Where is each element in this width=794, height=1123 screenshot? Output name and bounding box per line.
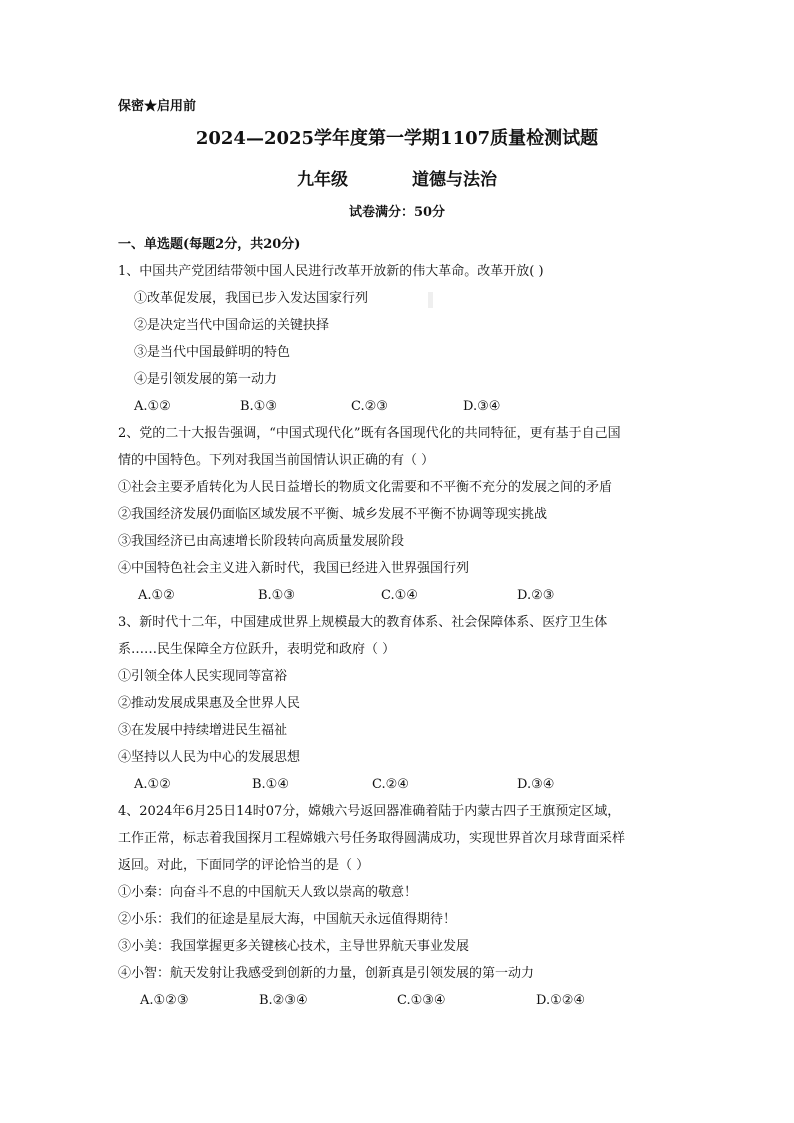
statement: ①小秦：向奋斗不息的中国航天人致以崇高的敬意！ xyxy=(118,885,418,900)
confidential-label: 保密★启用前 xyxy=(118,99,197,114)
question-stem: 2、党的二十大报告强调，“中国式现代化”既有各国现代化的共同特征，更有基于自己国 xyxy=(118,426,621,441)
statement: ④是引领发展的第一动力 xyxy=(134,372,278,387)
question-stem: 4、2024年6月25日14时07分，嫦娥六号返回器准确着陆于内蒙古四子王旗预定区域， xyxy=(118,804,621,819)
option-b: B.①③ xyxy=(240,399,277,414)
question-stem: 情的中国特色。下列对我国当前国情认识正确的有（ ） xyxy=(118,453,435,468)
statement: ③小美：我国掌握更多关键核心技术，主导世界航天事业发展 xyxy=(118,939,470,954)
statement: ③在发展中持续增进民生福祉 xyxy=(118,723,288,738)
option-d: D.①②④ xyxy=(536,993,586,1008)
statement: ②推动发展成果惠及全世界人民 xyxy=(118,696,301,711)
statement: ④小智：航天发射让我感受到创新的力量，创新真是引领发展的第一动力 xyxy=(118,966,535,981)
statement: ④中国特色社会主义进入新时代，我国已经进入世界强国行列 xyxy=(118,561,470,576)
statement: ②我国经济发展仍面临区域发展不平衡、城乡发展不平衡不协调等现实挑战 xyxy=(118,507,548,522)
question-stem: 3、新时代十二年，中国建成世界上规模最大的教育体系、社会保障体系、医疗卫生体 xyxy=(118,615,608,630)
option-d: D.②③ xyxy=(517,588,555,603)
statement: ④坚持以人民为中心的发展思想 xyxy=(118,750,301,765)
section-heading: 一、单选题(每题2分，共20分) xyxy=(118,237,301,252)
option-c: C.①③④ xyxy=(397,993,446,1008)
option-b: B.②③④ xyxy=(259,993,308,1008)
statement: ①引领全体人民实现同等富裕 xyxy=(118,669,288,684)
option-a: A.①②③ xyxy=(140,993,189,1008)
statement: ③是当代中国最鲜明的特色 xyxy=(134,345,291,360)
option-b: B.①③ xyxy=(258,588,295,603)
question-stem: 工作正常，标志着我国探月工程嫦娥六号任务取得圆满成功，实现世界首次月球背面采样 xyxy=(118,831,626,846)
statement: ①改革促发展，我国已步入发达国家行列 xyxy=(134,291,369,306)
scan-artifact xyxy=(428,292,433,308)
statement: ②小乐：我们的征途是星辰大海，中国航天永远值得期待！ xyxy=(118,912,457,927)
statement: ③我国经济已由高速增长阶段转向高质量发展阶段 xyxy=(118,534,405,549)
exam-title: 2024—2025学年度第一学期1107质量检测试题 xyxy=(195,128,599,149)
full-score-label: 试卷满分：50分 xyxy=(348,205,446,220)
question-stem: 系……民生保障全方位跃升，表明党和政府（ ） xyxy=(118,642,396,657)
question-stem: 1、中国共产党团结带领中国人民进行改革开放新的伟大革命。改革开放( ) xyxy=(118,264,544,279)
statement: ②是决定当代中国命运的关键抉择 xyxy=(134,318,330,333)
question-stem: 返回。对此，下面同学的评论恰当的是（ ） xyxy=(118,858,370,873)
option-a: A.①② xyxy=(134,399,171,414)
option-b: B.①④ xyxy=(252,777,289,792)
option-d: D.③④ xyxy=(517,777,555,792)
option-a: A.①② xyxy=(138,588,175,603)
subject-label: 道德与法治 xyxy=(412,170,497,190)
grade-label: 九年级 xyxy=(297,170,348,190)
option-d: D.③④ xyxy=(463,399,501,414)
option-c: C.②③ xyxy=(351,399,388,414)
option-a: A.①② xyxy=(134,777,171,792)
statement: ①社会主要矛盾转化为人民日益增长的物质文化需要和不平衡不充分的发展之间的矛盾 xyxy=(118,480,613,495)
option-c: C.②④ xyxy=(372,777,409,792)
option-c: C.①④ xyxy=(381,588,418,603)
